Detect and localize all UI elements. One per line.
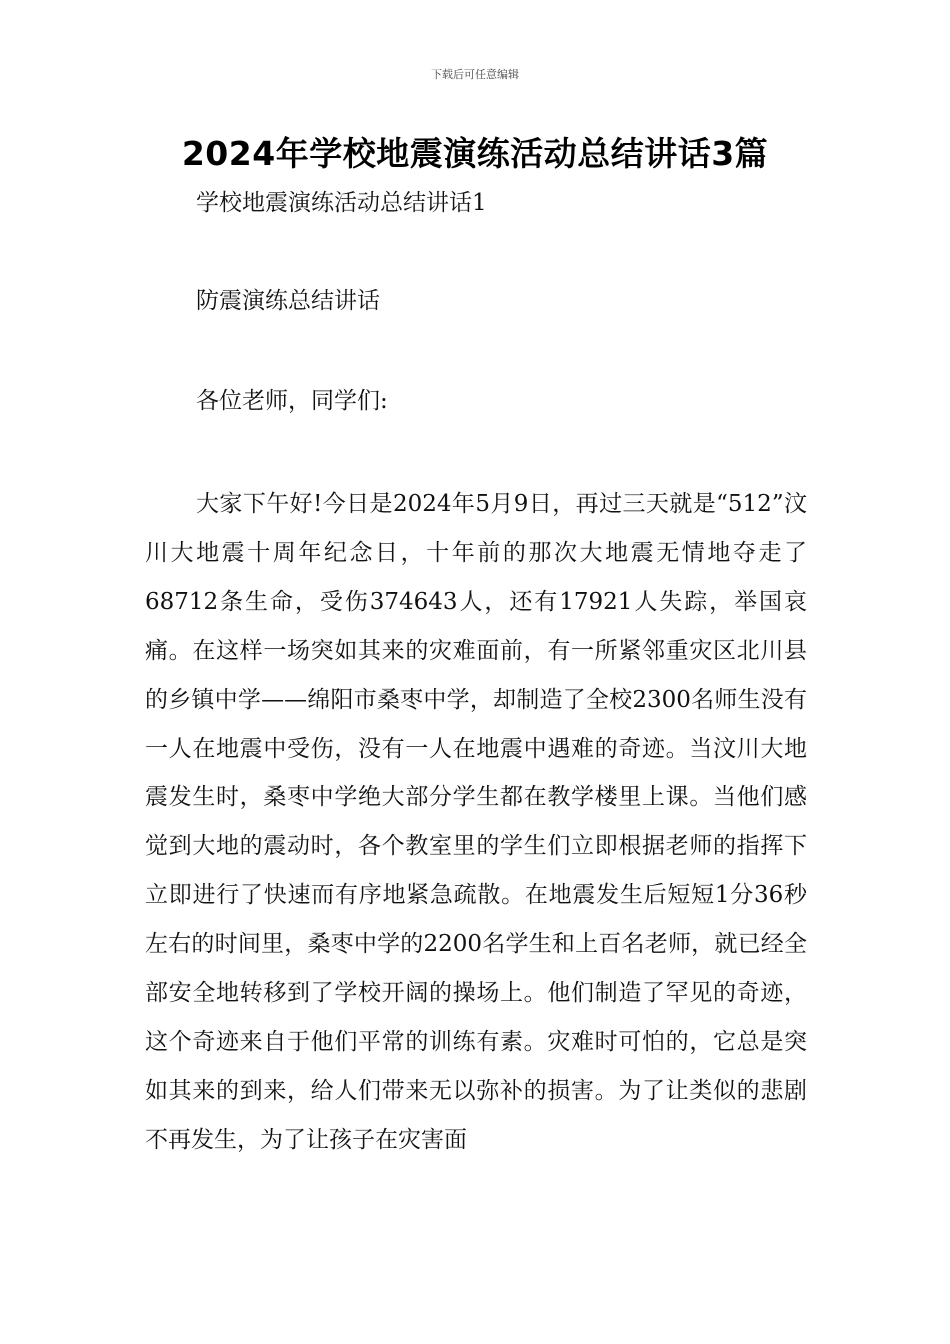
section-heading: 防震演练总结讲话 bbox=[196, 288, 380, 314]
body-paragraph: 大家下午好!今日是2024年5月9日，再过三天就是“512”汶川大地震十周年纪念日，十年前的那次大地震无情地夺走了68712条生命，受伤374643人，还有17921人失踪，举国哀痛。在这样一场突如其来的灾难面前，有一所紧邻重灾区北川县的乡镇中学——绵阳市桑枣中学，却制造了全校2300名师生没有一人在地震中受伤，没有一人在地震中遇难的奇迹。当汶川大地震发生时，桑枣中学绝大部分学生都在教学楼里上课。当他们感觉到大地的震动时，各个教室里的学生们立即根据老师的指挥下立即进行了快速而有序地紧急疏散。在地震发生后短短1分36秒左右的时间里，桑枣中学的2200名学生和上百名老师，就已经全部安全地转移到了学校开阔的操场上。他们制造了罕见的奇迹，这个奇迹来自于他们平常的训练有素。灾难时可怕的，它总是突如其来的到来，给人们带来无以弥补的损害。为了让类似的悲剧不再发生，为了让孩子在灾害面 bbox=[145, 491, 807, 1153]
page-header-note: 下载后可任意编辑 bbox=[431, 68, 519, 81]
greeting-line: 各位老师，同学们: bbox=[196, 388, 388, 414]
document-title: 2024年学校地震演练活动总结讲话3篇 bbox=[181, 134, 769, 173]
document-subtitle: 学校地震演练活动总结讲话1 bbox=[196, 190, 487, 216]
